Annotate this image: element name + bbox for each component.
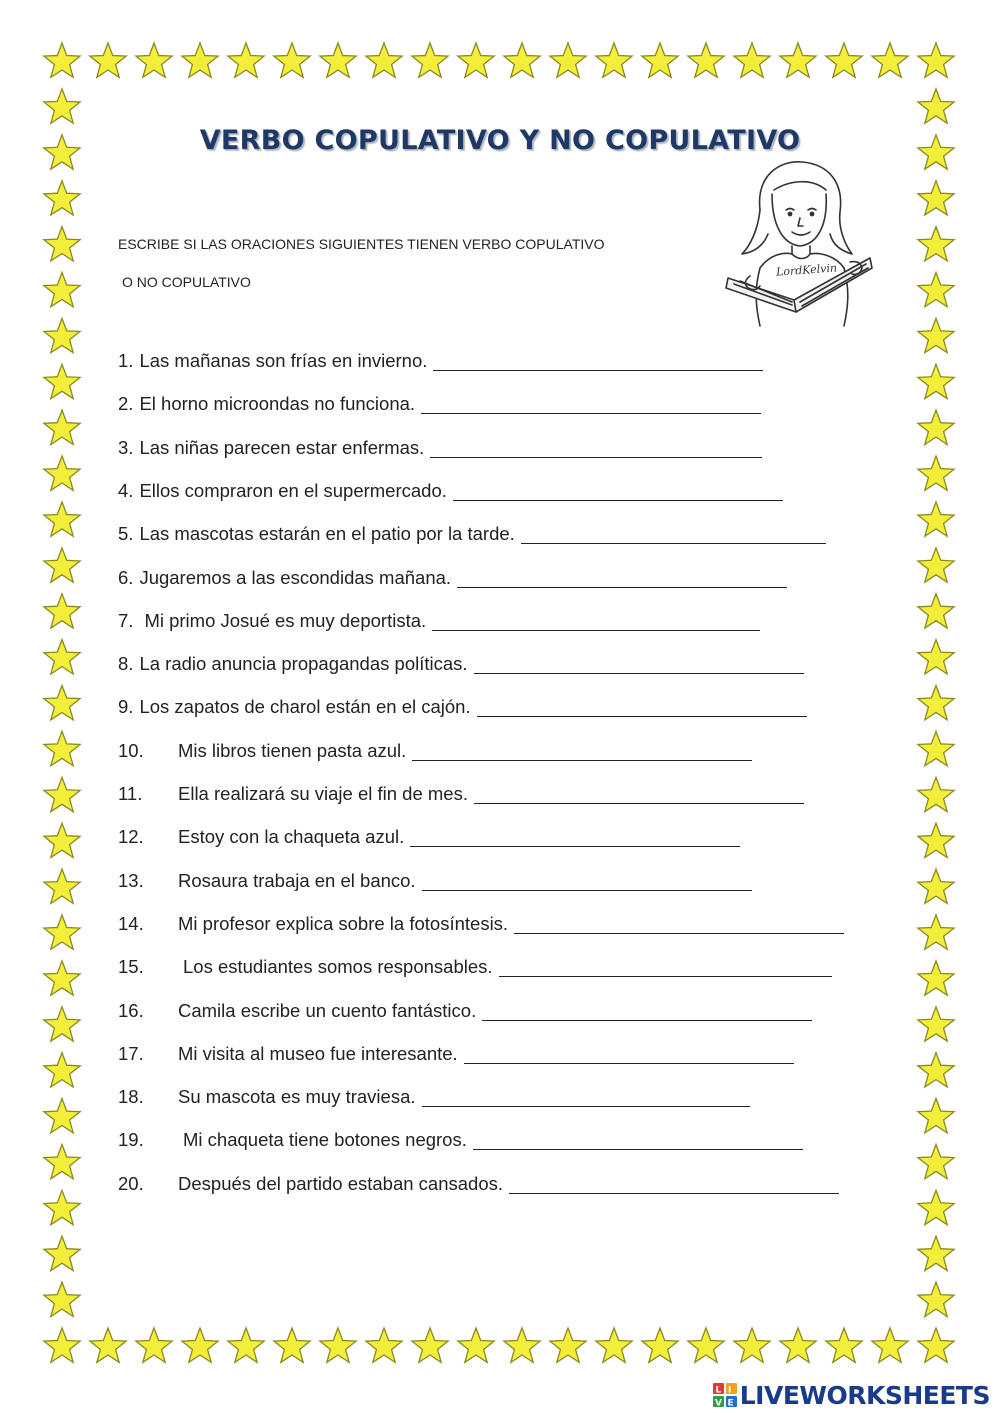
item-sentence: Los zapatos de charol están en el cajón. <box>139 696 471 718</box>
star-icon <box>44 1099 80 1133</box>
item-number: 8. <box>118 653 134 675</box>
star-icon <box>918 686 954 720</box>
answer-blank[interactable] <box>477 698 807 717</box>
star-icon <box>688 1328 724 1362</box>
answer-blank[interactable] <box>433 352 763 371</box>
svg-text:V: V <box>714 1398 722 1408</box>
star-icon <box>228 43 264 77</box>
star-icon <box>826 43 862 77</box>
exercise-item <box>118 781 804 805</box>
item-sentence: Los estudiantes somos responsables. <box>183 956 493 978</box>
star-icon <box>412 43 448 77</box>
star-icon <box>642 43 678 77</box>
star-icon <box>872 1328 908 1362</box>
star-icon <box>182 1328 218 1362</box>
star-icon <box>44 502 80 536</box>
answer-blank[interactable] <box>432 612 760 631</box>
exercise-item <box>118 824 740 848</box>
item-sentence: Mi visita al museo fue interesante. <box>178 1042 458 1064</box>
item-number: 15. <box>118 956 144 978</box>
star-icon <box>44 1236 80 1270</box>
star-icon <box>228 1328 264 1362</box>
star-icon <box>734 43 770 77</box>
star-icon <box>44 1007 80 1041</box>
star-icon <box>182 43 218 77</box>
item-sentence: Ellos compraron en el supermercado. <box>139 479 447 501</box>
star-icon <box>44 1053 80 1087</box>
item-number: 13. <box>118 869 144 891</box>
star-icon <box>274 1328 310 1362</box>
star-icon <box>780 1328 816 1362</box>
answer-blank[interactable] <box>509 1175 839 1194</box>
svg-text:I: I <box>727 1385 732 1396</box>
answer-blank[interactable] <box>430 439 762 458</box>
item-number: 4. <box>118 479 134 501</box>
shirt-text: LordKelvin <box>775 261 838 279</box>
star-icon <box>44 410 80 444</box>
star-icon <box>918 43 954 77</box>
star-icon <box>918 181 954 215</box>
item-sentence: Su mascota es muy traviesa. <box>178 1086 416 1108</box>
item-number: 18. <box>118 1086 144 1108</box>
star-icon <box>44 364 80 398</box>
star-icon <box>44 686 80 720</box>
star-icon <box>918 1144 954 1178</box>
item-number: 6. <box>118 566 134 588</box>
exercise-item <box>118 868 752 892</box>
star-icon <box>90 43 126 77</box>
item-number: 17. <box>118 1042 144 1064</box>
item-number: 7. <box>118 609 134 631</box>
item-sentence: El horno microondas no funciona. <box>139 393 416 415</box>
exercise-item <box>118 435 762 459</box>
item-sentence: Mis libros tienen pasta azul. <box>178 739 407 761</box>
exercise-item <box>118 391 761 415</box>
item-number: 5. <box>118 523 134 545</box>
star-icon <box>44 1282 80 1316</box>
star-icon <box>458 1328 494 1362</box>
answer-blank[interactable] <box>474 655 804 674</box>
item-number: 3. <box>118 436 134 458</box>
item-sentence: Después del partido estaban cansados. <box>178 1172 503 1194</box>
star-icon <box>688 43 724 77</box>
item-number: 12. <box>118 826 144 848</box>
item-number: 19. <box>118 1129 144 1151</box>
answer-blank[interactable] <box>422 872 752 891</box>
star-icon <box>366 1328 402 1362</box>
star-icon <box>734 1328 770 1362</box>
answer-blank[interactable] <box>482 1002 812 1021</box>
answer-blank[interactable] <box>499 958 832 977</box>
star-icon <box>44 273 80 307</box>
star-icon <box>44 318 80 352</box>
item-sentence: La radio anuncia propagandas políticas. <box>139 653 468 675</box>
answer-blank[interactable] <box>474 785 804 804</box>
answer-blank[interactable] <box>521 525 826 544</box>
star-icon <box>44 731 80 765</box>
instruction-line-2: O NO COPULATIVO <box>122 274 251 290</box>
star-icon <box>918 823 954 857</box>
star-icon <box>44 777 80 811</box>
item-sentence: Mi profesor explica sobre la fotosíntesis. <box>178 912 509 934</box>
star-icon <box>918 318 954 352</box>
exercise-item <box>118 738 752 762</box>
exercise-item <box>118 478 783 502</box>
answer-blank[interactable] <box>412 742 752 761</box>
exercise-item <box>118 565 787 589</box>
item-sentence: Mi chaqueta tiene botones negros. <box>183 1129 467 1151</box>
exercise-item <box>118 1171 839 1195</box>
star-icon <box>90 1328 126 1362</box>
star-icon <box>44 43 80 77</box>
exercise-item <box>118 608 760 632</box>
star-icon <box>44 227 80 261</box>
star-icon <box>780 43 816 77</box>
star-icon <box>366 43 402 77</box>
star-icon <box>504 43 540 77</box>
answer-blank[interactable] <box>422 1088 750 1107</box>
instruction-line-1: ESCRIBE SI LAS ORACIONES SIGUIENTES TIENEN VERBO COPULATIVO <box>118 236 605 252</box>
exercise-item <box>118 1041 794 1065</box>
item-sentence: Las mascotas estarán en el patio por la tarde. <box>139 523 515 545</box>
item-number: 2. <box>118 393 134 415</box>
star-icon <box>918 594 954 628</box>
liveworksheets-logo-icon <box>712 1382 738 1408</box>
exercise-item <box>118 911 844 935</box>
star-icon <box>918 1099 954 1133</box>
svg-text:L: L <box>715 1385 721 1396</box>
exercise-item <box>118 1127 803 1151</box>
star-icon <box>550 43 586 77</box>
answer-blank[interactable] <box>453 482 783 501</box>
star-icon <box>44 1328 80 1362</box>
star-icon <box>458 43 494 77</box>
footer-brand <box>712 1381 990 1409</box>
exercise-item <box>118 694 807 718</box>
star-icon <box>44 594 80 628</box>
star-icon <box>320 1328 356 1362</box>
star-icon <box>918 1328 954 1362</box>
star-icon <box>596 43 632 77</box>
star-icon <box>918 364 954 398</box>
item-number: 14. <box>118 912 144 934</box>
item-sentence: Jugaremos a las escondidas mañana. <box>139 566 452 588</box>
star-icon <box>44 1144 80 1178</box>
star-icon <box>550 1328 586 1362</box>
star-icon <box>44 89 80 123</box>
star-icon <box>44 548 80 582</box>
star-icon <box>274 43 310 77</box>
star-icon <box>918 640 954 674</box>
star-icon <box>136 43 172 77</box>
star-icon <box>320 43 356 77</box>
star-icon <box>918 227 954 261</box>
exercise-item <box>118 521 826 545</box>
item-number: 9. <box>118 696 134 718</box>
answer-blank[interactable] <box>473 1131 803 1150</box>
star-icon <box>44 640 80 674</box>
star-icon <box>918 1007 954 1041</box>
item-sentence: Las mañanas son frías en invierno. <box>139 350 428 371</box>
star-icon <box>918 1236 954 1270</box>
answer-blank[interactable] <box>421 395 761 414</box>
star-icon <box>918 777 954 811</box>
star-icon <box>504 1328 540 1362</box>
star-icon <box>918 869 954 903</box>
item-sentence: Camila escribe un cuento fantástico. <box>178 999 477 1021</box>
star-icon <box>918 502 954 536</box>
answer-blank[interactable] <box>514 915 844 934</box>
star-icon <box>918 1282 954 1316</box>
item-sentence: Las niñas parecen estar enfermas. <box>139 436 425 458</box>
item-number: 20. <box>118 1172 144 1194</box>
exercise-item <box>118 651 804 675</box>
star-icon <box>826 1328 862 1362</box>
answer-blank[interactable] <box>410 828 740 847</box>
star-icon <box>918 1053 954 1087</box>
exercise-item <box>118 954 832 978</box>
girl-reading-icon <box>720 150 880 330</box>
svg-text:E: E <box>727 1398 734 1408</box>
star-icon <box>918 1190 954 1224</box>
answer-blank[interactable] <box>464 1045 794 1064</box>
star-icon <box>596 1328 632 1362</box>
item-sentence: Estoy con la chaqueta azul. <box>178 826 405 848</box>
answer-blank[interactable] <box>457 569 787 588</box>
star-icon <box>44 869 80 903</box>
star-icon <box>44 456 80 490</box>
star-icon <box>872 43 908 77</box>
star-icon <box>412 1328 448 1362</box>
star-icon <box>642 1328 678 1362</box>
item-sentence: Ella realizará su viaje el fin de mes. <box>178 783 468 804</box>
item-number: 10. <box>118 739 144 761</box>
star-icon <box>44 961 80 995</box>
star-icon <box>918 915 954 949</box>
item-sentence: Mi primo Josué es muy deportista. <box>144 609 427 631</box>
item-number: 11. <box>118 783 143 804</box>
item-sentence: Rosaura trabaja en el banco. <box>178 869 416 891</box>
page-title: VERBO COPULATIVO Y NO COPULATIVO <box>199 125 801 156</box>
star-icon <box>918 961 954 995</box>
star-icon <box>918 89 954 123</box>
star-icon <box>136 1328 172 1362</box>
star-icon <box>918 456 954 490</box>
star-icon <box>44 915 80 949</box>
star-icon <box>44 823 80 857</box>
star-icon <box>918 548 954 582</box>
exercise-item <box>118 998 812 1022</box>
item-number: 1. <box>118 350 134 371</box>
item-number: 16. <box>118 999 144 1021</box>
star-icon <box>918 410 954 444</box>
star-icon <box>918 273 954 307</box>
star-icon <box>918 731 954 765</box>
star-icon <box>44 181 80 215</box>
footer-brand-text: LIVEWORKSHEETS <box>739 1380 990 1410</box>
star-icon <box>44 1190 80 1224</box>
exercise-item <box>118 1084 750 1108</box>
exercise-item <box>118 348 763 372</box>
